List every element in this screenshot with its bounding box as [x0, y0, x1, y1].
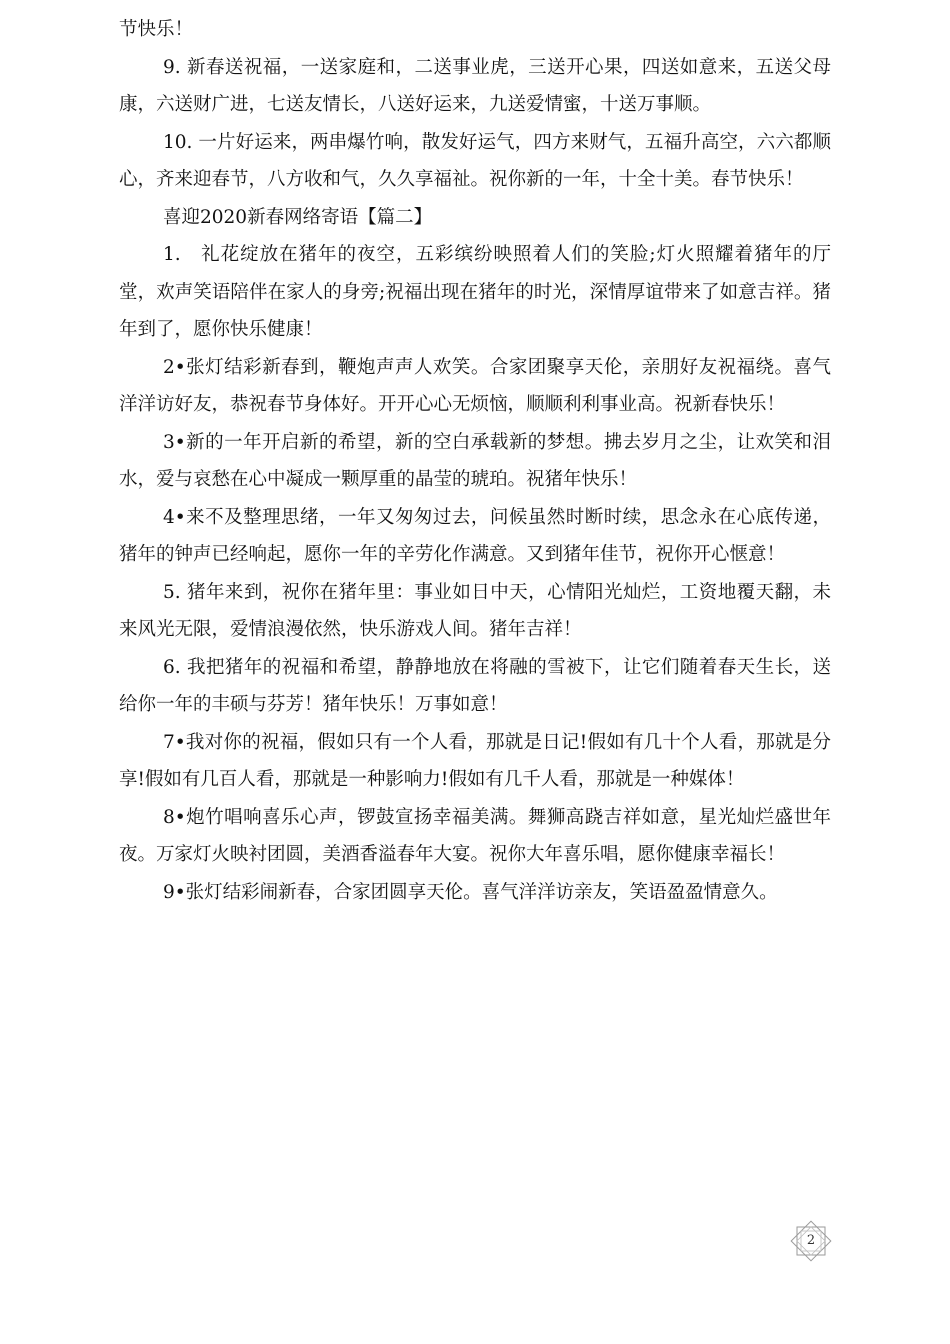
paragraph: 7•我对你的祝福，假如只有一个人看，那就是日记!假如有几十个人看，那就是分享!假如有几百人看，那就是一种影响力!假如有几千人看，那就是一种媒体！: [119, 731, 831, 790]
paragraph: 9. 新春送祝福，一送家庭和，二送事业虎，三送开心果，四送如意来，五送父母康，六送财广进，七送友情长，八送好运来，九送爱情蜜，十送万事顺。: [119, 56, 831, 115]
paragraph: 8•炮竹唱响喜乐心声，锣鼓宣扬幸福美满。舞狮高跷吉祥如意，星光灿烂盛世年夜。万家灯火映衬团圆，美酒香溢春年大宴。祝你大年喜乐唱，愿你健康幸福长！: [119, 806, 831, 865]
paragraph: 节快乐！: [119, 19, 194, 40]
paragraph: 2•张灯结彩新春到，鞭炮声声人欢笑。合家团聚享天伦，亲朋好友祝福绕。喜气洋洋访好友，恭祝春节身体好。开开心心无烦恼，顺顺利利事业高。祝新春快乐！: [119, 356, 831, 415]
paragraph: 10. 一片好运来，两串爆竹响，散发好运气，四方来财气，五福升高空，六六都顺心，齐来迎春节，八方收和气，久久享福祉。祝你新的一年，十全十美。春节快乐！: [119, 131, 831, 190]
paragraph: 9•张灯结彩闹新春，合家团圆享天伦。喜气洋洋访亲友，笑语盈盈情意久。: [163, 881, 778, 903]
paragraph: 4•来不及整理思绪，一年又匆匆过去，问候虽然时断时续，思念永在心底传递，猪年的钟声已经响起，愿你一年的辛劳化作满意。又到猪年佳节，祝你开心惬意！: [119, 506, 831, 565]
page-number-badge: [785, 1216, 837, 1266]
paragraph: 3•新的一年开启新的希望，新的空白承载新的梦想。拂去岁月之尘，让欢笑和泪水，爱与哀愁在心中凝成一颗厚重的晶莹的琥珀。祝猪年快乐！: [119, 431, 831, 490]
paragraph: 6. 我把猪年的祝福和希望，静静地放在将融的雪被下，让它们随着春天生长，送给你一年的丰硕与芬芳！猪年快乐！万事如意！: [119, 656, 831, 715]
document-body: [119, 0, 831, 911]
section-heading: 喜迎2020新春网络寄语【篇二】: [163, 206, 433, 228]
page-number: 2: [806, 1233, 816, 1248]
paragraph: 5. 猪年来到，祝你在猪年里：事业如日中天，心情阳光灿烂，工资地覆天翻，未来风光无限，爱情浪漫依然，快乐游戏人间。猪年吉祥！: [119, 581, 831, 640]
paragraph: 1. 礼花绽放在猪年的夜空，五彩缤纷映照着人们的笑脸;灯火照耀着猪年的厅堂，欢声笑语陪伴在家人的身旁;祝福出现在猪年的时光，深情厚谊带来了如意吉祥。猪年到了，愿你快乐健康！: [119, 244, 831, 340]
